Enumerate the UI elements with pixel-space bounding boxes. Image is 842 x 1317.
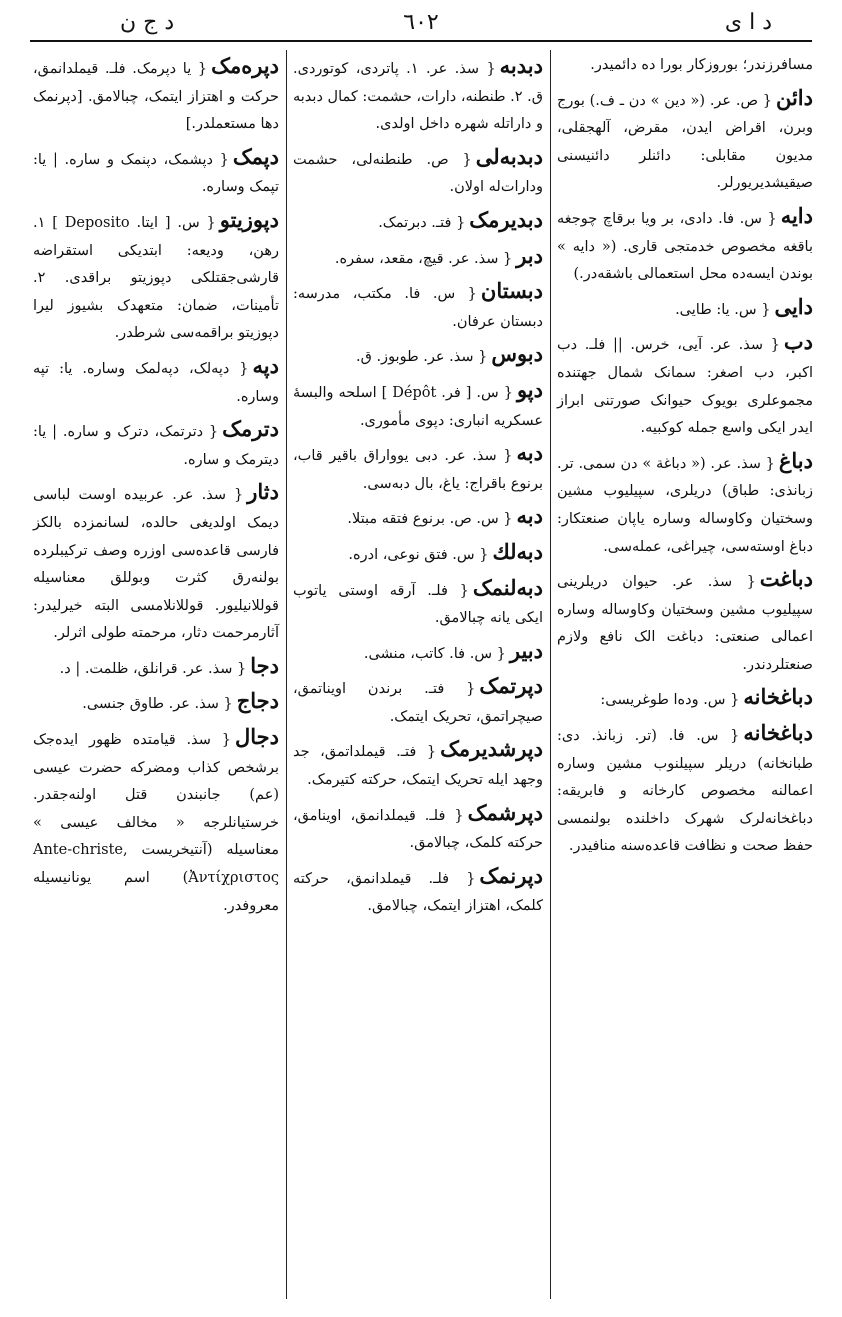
entry-definition: { سذ. عر. ۱. پاتردی، کوتوردی. ق. ۲. طنطنه، دارات، حشمت: کمال دبدبه و داراتله شهره داخل اولدی. <box>293 61 544 133</box>
entry-headword: دائن <box>775 84 813 110</box>
entry-headword: دبه‌لنمک <box>472 574 543 600</box>
entry-definition: { سذ. قیامتده ظهور ایده‌جک برشخص کذاب ومضرکه حضرت عیسی (عم) جانبندن قتل اولنه‌جقدر. خرستیانلرجه « مخالف عیسی » معناسیله (آنتیخریست Ante-christe, Ἀντίχριστος) اسم یونانیسیله معروفدر. <box>33 732 279 914</box>
dictionary-entry <box>293 538 543 570</box>
dictionary-entry <box>557 565 813 679</box>
entry-headword: دپرشدیرمک <box>440 736 543 762</box>
entry-definition: { سذ. عر. (« دباغة » دن سمی. تر. زبانذی: طباق) دریلری، سپیلیوب مشین وسختیان وکاوساله وساره یاپان صنعتکار: دباغ اوسته‌سی، چیراغی، عمله‌سی. <box>557 455 813 555</box>
entry-headword: دباغ <box>778 447 813 473</box>
entry-definition: { فتـ. برندن اویناتمق، صیچراتمق، تحریک ایتمک. <box>293 681 543 725</box>
page-number: ٦٠٢ <box>403 10 439 35</box>
dictionary-entry <box>293 735 543 794</box>
entry-definition: { سذ. عر. طاوق جنسی. <box>82 696 233 713</box>
entry-definition: { دپه‌لک، دپه‌لمک وساره. یا: تپه وساره. <box>33 360 279 405</box>
dictionary-entry <box>33 143 279 202</box>
entry-definition: { سذ. عر. طوبوز. ق. <box>355 349 488 366</box>
entry-headword: دباغخانه <box>743 684 813 710</box>
dictionary-entry <box>293 574 543 633</box>
entry-headword: دباغت <box>759 566 813 592</box>
entry-headword: دپرشمک <box>467 799 543 825</box>
dictionary-entry <box>293 277 543 336</box>
entry-definition: { سذ. عر. حیوان دریلرینی سپیلیوب مشین وسختیان وکاوساله وساره اعمالی صنعتی: دباغت الک نافع ولازم صنعتلردندر. <box>557 574 813 673</box>
entry-headword: دبر <box>516 242 543 268</box>
dictionary-entry <box>33 652 279 684</box>
dictionary-entry <box>557 202 813 289</box>
dictionary-entry <box>293 502 543 534</box>
entry-definition: { س. فا. مکتب، مدرسه: دبستان عرفان. <box>293 286 543 330</box>
dictionary-entry <box>33 687 279 719</box>
entry-headword: دثار <box>247 479 279 505</box>
entry-headword: دجال <box>235 724 279 750</box>
entry-definition: مسافرزندر؛ بوروزکار بورا ده دائمیدر. <box>590 57 813 73</box>
entry-headword: دپره‌مک <box>211 53 279 78</box>
entry-headword: دجاج <box>236 688 279 714</box>
dictionary-entry <box>293 206 543 238</box>
entry-definition: { س. ص. برنوع فتقه مبتلا. <box>347 511 513 528</box>
entry-headword: دایه <box>780 202 813 228</box>
entry-definition: { س. [ ایتا. Deposito ] ۱. رهن، ودیعه: ابتدیکی استقراضه قارشی‌جقتلکی دپوزیتو براقدی. ۲. تأمینات، ضمان: متعهدک بشیوز لیرا دپوزیتو براقمه‌سی شرطدر. <box>33 214 279 342</box>
entry-definition: { دترتمک، دترک و ساره. | یا: دیترمک و ساره. <box>33 424 279 468</box>
dictionary-entry <box>293 439 543 498</box>
column-middle <box>293 52 543 1297</box>
dictionary-entry <box>557 447 813 561</box>
dictionary-entry <box>293 52 543 139</box>
entry-headword: دایی <box>774 293 813 319</box>
dictionary-entry <box>33 478 279 648</box>
dictionary-entry <box>557 328 813 442</box>
entry-definition: { سذ. عر. آیی، خرس. || فلـ. دب اکبر، دب اصغر: سمانک شمال جهتنده مجموعلری بویوک حیوانک صورتنی ابراز ایدر ایکی واسع جمله کوکبیه. <box>557 337 813 437</box>
entry-definition: { فتـ. دبرتمک. <box>378 214 466 231</box>
entry-headword: دپه <box>252 352 279 378</box>
entry-definition: { سذ. عر. عربیده اوست لباسی دیمک اولدیغی حالده، لسانمزده بالکز فارسی قاعده‌سی اوزره وصف ترکیبلرده بولنه‌رق کثرت وبوللق معناسیله قوللانیلیور. قوللانلامسی البته خیرلیدر: آثارمرحمت دثار، مرحمته طولی اثرلر. <box>33 487 279 642</box>
column-left <box>33 52 279 1297</box>
dictionary-entry <box>557 293 813 325</box>
entry-headword: دپو <box>516 376 543 402</box>
column-right <box>557 52 813 1297</box>
entry-headword: دپرنمک <box>479 862 543 888</box>
column-divider-right <box>550 50 551 1299</box>
entry-definition: { دپشمک، دپنمک و ساره. | یا: تپمک وساره. <box>33 151 279 196</box>
entry-definition: { س. فا. دادی، بر ویا برقاچ چوجغه باقغه مخصوص خدمتجی قاری. (« دایه » بوندن ایسه‌ده محل استعمالی باشقه‌در.) <box>557 210 813 283</box>
dictionary-entry <box>33 723 279 920</box>
entry-definition: { س. [ فر. Dépôt ] اسلحه والبسهٔ عسکریه انباری: دپوی مأموری. <box>293 384 543 429</box>
entry-headword: دبه‌لك <box>492 538 543 564</box>
page-header <box>30 10 812 38</box>
entry-headword: دب <box>783 329 813 355</box>
entry-definition: { سذ. عر. قرانلق، ظلمت. | د. <box>59 660 247 677</box>
entry-headword: دباغخانه <box>743 720 813 746</box>
entry-definition: { ص. عر. (« دین » دن ـ ف.) بورج وبرن، اقراض ایدن، مقرض، آلهجقلی، مدیون مقابلی: دائنلر دائنیسنی صیقیشدیریورلر. <box>557 92 813 192</box>
entry-headword: دبدبه‌لی <box>475 143 543 169</box>
dictionary-entry <box>293 637 543 669</box>
entry-definition: { س. فا. کاتب، منشی. <box>363 645 506 662</box>
entry-headword: دبه <box>516 440 543 466</box>
dictionary-entry <box>293 340 543 372</box>
dictionary-entry <box>293 672 543 731</box>
dictionary-entry <box>557 52 813 80</box>
entry-headword: دبیر <box>509 637 543 663</box>
dictionary-entry <box>293 143 543 202</box>
entry-headword: دبدیرمک <box>469 206 543 232</box>
entry-headword: دپوزیتو <box>219 206 279 232</box>
entry-definition: { سذ. عر. قیچ، مقعد، سفره. <box>334 250 513 267</box>
header-left-guide: د ج ن <box>120 10 175 35</box>
dictionary-entry <box>293 862 543 921</box>
header-right-guide: د ا ی <box>724 10 772 35</box>
entry-headword: دترمک <box>222 416 279 442</box>
dictionary-entry <box>293 242 543 274</box>
dictionary-entry <box>557 719 813 861</box>
entry-headword: دپرتمک <box>479 673 543 699</box>
dictionary-entry <box>33 352 279 411</box>
dictionary-entry <box>557 683 813 715</box>
dictionary-entry <box>33 52 279 139</box>
entry-headword: دپمک <box>232 143 279 169</box>
entry-definition: { فلـ. قیملدانمق، حرکته کلمک، اهتزاز ایتمک، چبالامق. <box>293 870 543 915</box>
entry-headword: دبستان <box>480 278 543 304</box>
entry-headword: دبه <box>516 503 543 529</box>
entry-definition: { فتـ. قیملداتمق، جد وجهد ایله تحریک ایتمک، حرکته کتیرمک. <box>293 744 543 789</box>
entry-headword: دجا <box>250 652 279 678</box>
entry-definition: { یا دپرمک. فلـ. قیملدانمق، حرکت و اهتزاز ایتمک، چبالامق. [دپرنمک دها مستعملدر.] <box>33 61 279 133</box>
entry-definition: { فلـ. آرقه اوستی یاتوب ایکی یانه چبالامق. <box>293 582 543 627</box>
entry-definition: { س. فتق نوعی، ادره. <box>348 546 489 563</box>
header-rule <box>30 40 812 42</box>
entry-definition: { سذ. عر. دبی یوواراق باقیر قاب، برنوع باقراج: یاغ، بال دبه‌سی. <box>293 448 543 492</box>
dictionary-entry <box>33 206 279 348</box>
entry-definition: { س. یا: طایی. <box>675 301 771 318</box>
entry-definition: { ص. طنطنه‌لی، حشمت ودارات‌له اولان. <box>293 151 543 196</box>
dictionary-entry <box>557 84 813 198</box>
column-divider-left <box>286 50 287 1299</box>
dictionary-entry <box>33 415 279 474</box>
entry-headword: دبوس <box>491 341 543 367</box>
entry-definition: { فلـ. قیملدانمق، اوینامق، حرکته کلمک، چبالامق. <box>293 807 543 852</box>
entry-definition: { س. فا. (تر. زبانذ. دی: طبانخانه) دریلر سپیلنوب مشین وساره اعمالنه مخصوص کارخانه و فابریقه: دباغخانه‌لرک شهرک داخلنده بولنمسی حفظ صحت و نظافت قاعده‌سنه منافیدر. <box>557 728 813 855</box>
dictionary-entry <box>293 799 543 858</box>
dictionary-entry <box>293 376 543 435</box>
entry-definition: { س. وده‌ا طوغریسی: <box>600 692 740 709</box>
entry-headword: دبدبه <box>499 53 543 78</box>
